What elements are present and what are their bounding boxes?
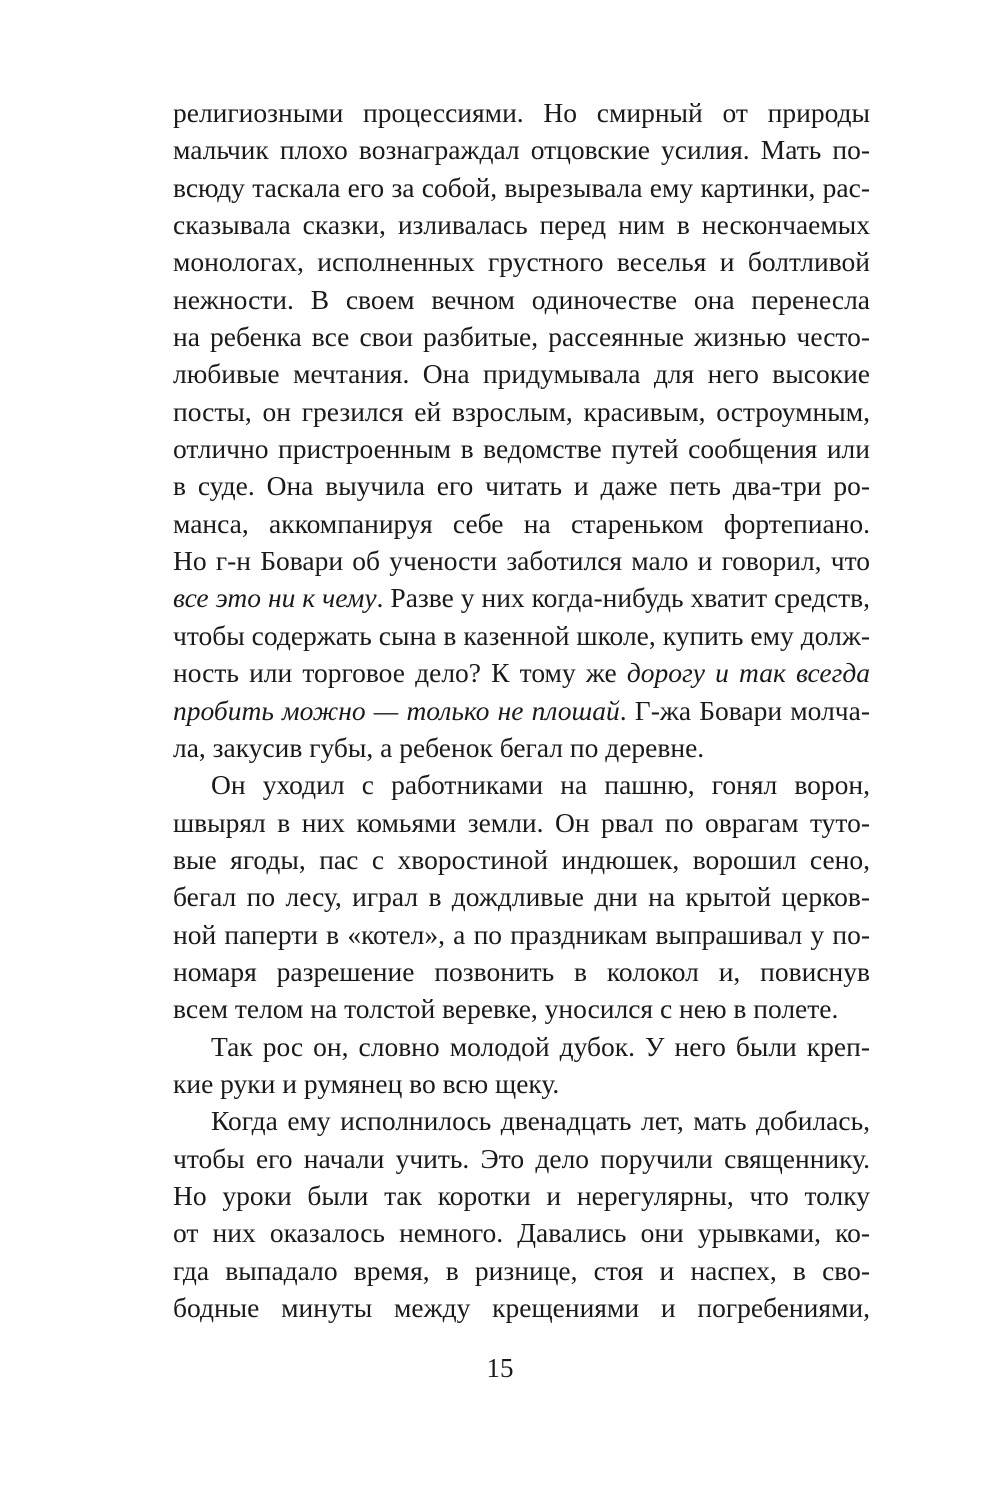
text-line: отлично пристроенным в ведомстве путей сообщения или [173, 433, 870, 465]
text-fragment: . Разве у них когда-нибудь хватит средств, [376, 582, 870, 614]
text-line [173, 692, 870, 729]
text-line: вые ягоды, пас с хворостиной индюшек, ворошил сено, [173, 843, 870, 875]
text-line: Так рос он, словно молодой дубок. У него были креп- [211, 1030, 870, 1062]
text-fragment: ность или торговое дело? К тому же [173, 657, 627, 689]
text-line: чтобы его начали учить. Это дело поручили священнику. [173, 1142, 870, 1174]
text-line: любивые мечтания. Она придумывала для него высокие [173, 358, 870, 390]
text-line: от них оказалось немного. Давались они урывками, ко- [173, 1217, 870, 1249]
text-line: чтобы содержать сына в казенной школе, купить ему долж- [173, 619, 870, 651]
text-line: всем телом на толстой веревке, уносился с нею в полете. [173, 993, 839, 1025]
text-line: швырял в них комьями земли. Он рвал по оврагам туто- [173, 806, 870, 838]
page-number: 15 [486, 1353, 514, 1383]
text-line: ной паперти в «котел», а по праздникам выпрашивал у по- [173, 918, 870, 950]
text-line: Когда ему исполнилось двенадцать лет, мать добилась, [211, 1105, 870, 1137]
text-line: в суде. Она выучила его читать и даже петь два-три ро- [173, 470, 870, 502]
text-line: кие руки и румянец во всю щеку. [173, 1067, 560, 1099]
italic-phrase: пробить можно — только не плошай [173, 694, 620, 726]
text-line: мальчик плохо вознаграждал отцовские усилия. Мать по- [173, 134, 870, 166]
text-line: Он уходил с работниками на пашню, гонял ворон, [211, 769, 870, 801]
text-line: Но г-н Бовари об учености заботился мало и говорил, что [173, 545, 870, 577]
text-line [173, 654, 870, 691]
text-line: религиозными процессиями. Но смирный от природы [173, 97, 870, 128]
italic-phrase: все это ни к чему [173, 582, 377, 614]
text-line: бодные минуты между крещениями и погребениями, [173, 1292, 870, 1323]
text-line: Но уроки были так коротки и нерегулярны, что толку [173, 1179, 870, 1211]
text-line: номаря разрешение позвонить в колокол и, повиснув [173, 955, 870, 987]
text-line: на ребенка все свои разбитые, рассеянные жизнью често- [173, 321, 870, 353]
text-line: нежности. В своем вечном одиночестве она перенесла [173, 283, 870, 315]
text-line: гда выпадало время, в ризнице, стоя и наспех, в сво- [173, 1254, 870, 1286]
text-line: бегал по лесу, играл в дождливые дни на крытой церков- [173, 881, 870, 913]
body-text [173, 94, 870, 1326]
text-line: монологах, исполненных грустного веселья и болтливой [173, 246, 870, 278]
text-line [173, 579, 870, 616]
text-fragment: . Г-жа Бовари молча- [619, 694, 870, 726]
text-line: посты, он грезился ей взрослым, красивым, остроумным, [173, 395, 870, 427]
text-line: манса, аккомпанируя себе на стареньком фортепиано. [173, 507, 870, 539]
italic-phrase: дорогу и так всегда [626, 657, 870, 689]
text-line: сказывала сказки, изливалась перед ним в нескончаемых [173, 209, 870, 241]
text-line: всюду таскала его за собой, вырезывала ему картинки, рас- [173, 171, 870, 203]
text-line: ла, закусив губы, а ребенок бегал по деревне. [173, 731, 705, 763]
